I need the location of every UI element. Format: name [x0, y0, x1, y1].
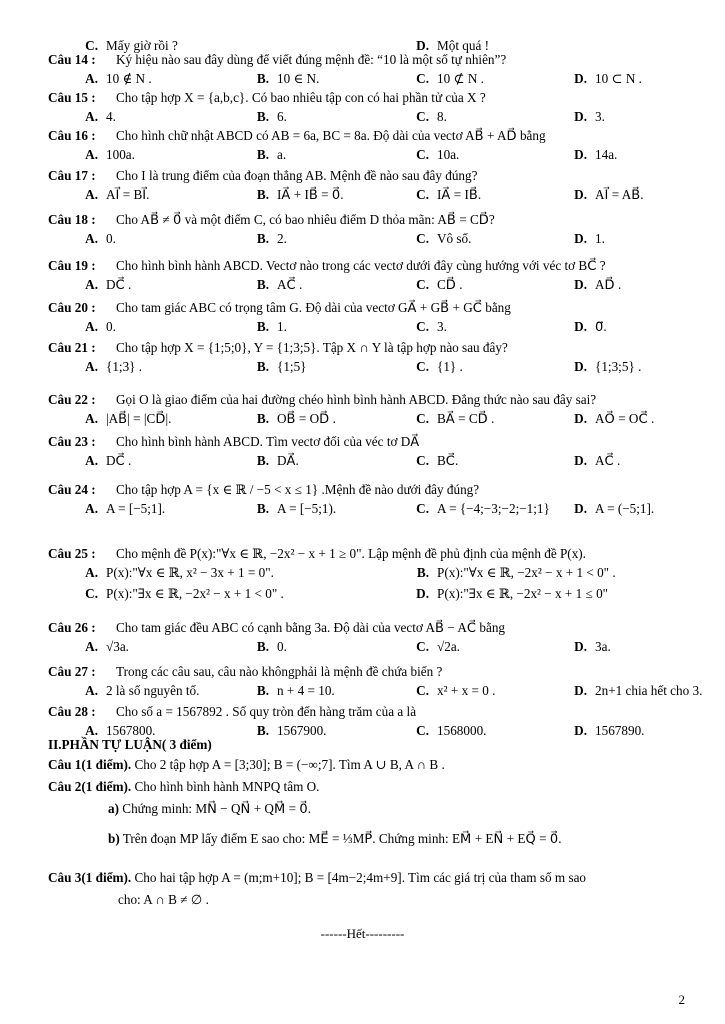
- answer-option[interactable]: D. 10 ⊂ N .: [574, 71, 642, 86]
- answer-option[interactable]: C. 8.: [416, 109, 447, 124]
- answer-option[interactable]: A. P(x):"∀x ∈ ℝ, x² − 3x + 1 = 0".: [85, 565, 274, 580]
- question-text: Cho hình bình hành ABCD. Vectơ nào trong các vectơ dưới đây cùng hướng với véc tơ BC⃗ ?: [116, 258, 606, 273]
- answer-option[interactable]: D. AD⃗ .: [574, 277, 622, 292]
- answer-option[interactable]: C. BA⃗ = CD⃗ .: [416, 411, 495, 426]
- answer-option[interactable]: A. A = [−5;1].: [85, 501, 166, 516]
- answer-option[interactable]: D. 1567890.: [574, 723, 645, 738]
- answer-option[interactable]: B. 2.: [256, 231, 287, 246]
- question-number: Câu 20 :: [48, 300, 96, 315]
- question-24: [48, 482, 685, 519]
- answer-option[interactable]: C. P(x):"∃x ∈ ℝ, −2x² − x + 1 < 0" .: [85, 586, 284, 601]
- question-number: Câu 28 :: [48, 704, 96, 719]
- answer-option[interactable]: B. a.: [256, 147, 287, 162]
- answer-option[interactable]: B. A = [−5;1).: [256, 501, 337, 516]
- answer-option[interactable]: D. 1.: [574, 231, 605, 246]
- essay-heading: II.PHẦN TỰ LUẬN( 3 điểm): [48, 737, 212, 752]
- essay-q3-cont: cho: A ∩ B ≠ ∅ .: [118, 892, 209, 907]
- question-number: Câu 17 :: [48, 168, 96, 183]
- question-25: [48, 546, 685, 604]
- question-text: Trong các câu sau, câu nào khôngphải là mệnh đề chứa biến ?: [116, 664, 443, 679]
- answer-option[interactable]: B. DA⃗.: [256, 453, 299, 468]
- answer-option[interactable]: D. 3a.: [574, 639, 611, 654]
- question-text: Cho mệnh đề P(x):"∀x ∈ ℝ, −2x² − x + 1 ≥ 0". Lập mệnh đề phủ định của mệnh đề P(x).: [116, 546, 586, 561]
- essay-q3: Câu 3(1 điểm). Cho hai tập hợp A = (m;m+10]; B = [4m−2;4m+9]. Tìm các giá trị của tham số m sao: [48, 870, 587, 885]
- answer-option[interactable]: C. A = {−4;−3;−2;−1;1}: [416, 501, 550, 516]
- answer-option[interactable]: C. IA⃗ = IB⃗.: [416, 187, 482, 202]
- question-text: Cho tập hợp X = {1;5;0}, Y = {1;3;5}. Tập X ∩ Y là tập hợp nào sau đây?: [116, 340, 508, 355]
- question-number: Câu 23 :: [48, 434, 96, 449]
- answer-option[interactable]: C. 1568000.: [416, 723, 487, 738]
- answer-option[interactable]: B. 1567900.: [256, 723, 327, 738]
- question-number: Câu 24 :: [48, 482, 96, 497]
- answer-option[interactable]: A. 4.: [85, 109, 116, 124]
- answer-option[interactable]: B. 0.: [256, 639, 287, 654]
- question-text: Cho tam giác ABC có trọng tâm G. Độ dài của vectơ GA⃗ + GB⃗ + GC⃗ bằng: [116, 300, 511, 315]
- answer-option[interactable]: C. 10 ⊄ N .: [416, 71, 484, 86]
- answer-option[interactable]: A. 2 là số nguyên tố.: [85, 683, 200, 698]
- end-marker: ------Hết---------: [320, 926, 405, 941]
- question-text: Cho tam giác đều ABC có cạnh bằng 3a. Độ dài của vectơ AB⃗ − AC⃗ bằng: [116, 620, 506, 635]
- answer-option[interactable]: A. {1;3} .: [85, 359, 143, 374]
- answer-option[interactable]: B. OB⃗ = OD⃗ .: [256, 411, 336, 426]
- question-23: [48, 434, 685, 471]
- question-text: Cho hình chữ nhật ABCD có AB = 6a, BC = 8a. Độ dài của vectơ AB⃗ + AD⃗ bằng: [116, 128, 546, 143]
- question-number: Câu 19 :: [48, 258, 96, 273]
- question-text: Ký hiệu nào sau đây dùng để viết đúng mệnh đề: “10 là một số tự nhiên”?: [116, 52, 507, 67]
- answer-option[interactable]: B. IA⃗ + IB⃗ = 0⃗.: [256, 187, 344, 202]
- essay-q1: Câu 1(1 điểm). Cho 2 tập hợp A = [3;30]; B = (−∞;7]. Tìm A ∪ B, A ∩ B .: [48, 757, 445, 772]
- question-22: [48, 392, 685, 429]
- question-number: Câu 25 :: [48, 546, 96, 561]
- answer-option[interactable]: D. 3.: [574, 109, 605, 124]
- option-d: D. Một quá !: [416, 38, 490, 53]
- question-number: Câu 21 :: [48, 340, 96, 355]
- question-text: Cho tập hợp A = {x ∈ ℝ / −5 < x ≤ 1} .Mệnh đề nào dưới đây đúng?: [116, 482, 480, 497]
- answer-option[interactable]: A. 10 ∉ N .: [85, 71, 152, 86]
- answer-option[interactable]: A. DC⃗ .: [85, 277, 132, 292]
- answer-option[interactable]: A. √3a.: [85, 639, 129, 654]
- answer-option[interactable]: A. 0.: [85, 231, 116, 246]
- question-text: Cho I là trung điểm của đoạn thẳng AB. Mệnh đề nào sau đây đúng?: [116, 168, 478, 183]
- answer-option[interactable]: D. AI⃗ = AB⃗.: [574, 187, 644, 202]
- question-20: [48, 300, 685, 337]
- question-26: [48, 620, 685, 657]
- answer-option[interactable]: C. CD⃗ .: [416, 277, 463, 292]
- question-text: Cho AB⃗ ≠ 0⃗ và một điểm C, có bao nhiêu điểm D thỏa mãn: AB⃗ = CD⃗?: [116, 212, 495, 227]
- answer-option[interactable]: A. 1567800.: [85, 723, 156, 738]
- answer-option[interactable]: C. BC⃗.: [416, 453, 459, 468]
- answer-option[interactable]: B. AC⃗ .: [256, 277, 303, 292]
- page-number: 2: [678, 992, 685, 1007]
- essay-q2: Câu 2(1 điểm). Cho hình bình hành MNPQ tâm O.: [48, 779, 320, 794]
- answer-option[interactable]: D. {1;3;5} .: [574, 359, 642, 374]
- answer-option[interactable]: D. 2n+1 chia hết cho 3.: [574, 683, 703, 698]
- answer-option[interactable]: D. 0⃗.: [574, 319, 607, 334]
- question-16: [48, 128, 685, 165]
- answer-option[interactable]: D. AO⃗ = OC⃗ .: [574, 411, 655, 426]
- question-27: [48, 664, 703, 701]
- question-number: Câu 27 :: [48, 664, 96, 679]
- answer-option[interactable]: D. 14a.: [574, 147, 618, 162]
- question-28: [48, 704, 685, 741]
- answer-option[interactable]: B. {1;5}: [256, 359, 307, 374]
- question-number: Câu 26 :: [48, 620, 96, 635]
- answer-option[interactable]: A. DC⃗ .: [85, 453, 132, 468]
- answer-option[interactable]: D. P(x):"∃x ∈ ℝ, −2x² − x + 1 ≤ 0": [416, 586, 609, 601]
- question-text: Gọi O là giao điểm của hai đường chéo hình bình hành ABCD. Đẳng thức nào sau đây sai?: [116, 392, 597, 407]
- question-text: Cho số a = 1567892 . Số quy tròn đến hàng trăm của a là: [116, 704, 417, 719]
- question-17: [48, 168, 685, 205]
- answer-option[interactable]: C. {1} .: [416, 359, 463, 374]
- answer-option[interactable]: C. 10a.: [416, 147, 460, 162]
- question-14: [48, 52, 685, 89]
- answer-option[interactable]: D. AC⃗ .: [574, 453, 621, 468]
- answer-option[interactable]: B. 1.: [256, 319, 287, 334]
- answer-option[interactable]: B. 10 ∈ N.: [256, 71, 320, 86]
- answer-option[interactable]: A. |AB⃗| = |CD⃗|.: [85, 411, 172, 426]
- essay-q2b: b) Trên đoạn MP lấy điểm E sao cho: ME⃗ = ⅓MP⃗. Chứng minh: EM⃗ + EN⃗ + EQ⃗ = 0⃗.: [108, 831, 562, 846]
- answer-option[interactable]: A. 0.: [85, 319, 116, 334]
- answer-option[interactable]: B. P(x):"∀x ∈ ℝ, −2x² − x + 1 < 0" .: [416, 565, 616, 580]
- essay-q2a: a) Chứng minh: MN⃗ − QN⃗ + QM⃗ = 0⃗.: [108, 801, 312, 816]
- option-c: C. Mấy giờ rồi ?: [85, 38, 178, 53]
- answer-option[interactable]: C. √2a.: [416, 639, 460, 654]
- answer-option[interactable]: B. n + 4 = 10.: [256, 683, 335, 698]
- question-19: [48, 258, 685, 295]
- question-number: Câu 14 :: [48, 52, 96, 67]
- question-15: [48, 90, 685, 127]
- question-text: Cho tập hợp X = {a,b,c}. Có bao nhiêu tập con có hai phần tử của X ?: [116, 90, 486, 105]
- question-number: Câu 16 :: [48, 128, 96, 143]
- answer-option[interactable]: D. A = (−5;1].: [574, 501, 655, 516]
- answer-option[interactable]: A. 100a.: [85, 147, 135, 162]
- answer-option[interactable]: C. x² + x = 0 .: [416, 683, 496, 698]
- answer-option[interactable]: A. AI⃗ = BI⃗.: [85, 187, 150, 202]
- question-text: Cho hình bình hành ABCD. Tìm vectơ đối của véc tơ DA⃗: [116, 434, 420, 449]
- question-number: Câu 15 :: [48, 90, 96, 105]
- question-number: Câu 22 :: [48, 392, 96, 407]
- question-18: [48, 212, 685, 249]
- answer-option[interactable]: C. 3.: [416, 319, 447, 334]
- answer-option[interactable]: B. 6.: [256, 109, 287, 124]
- answer-option[interactable]: C. Vô số.: [416, 231, 472, 246]
- question-21: [48, 340, 685, 377]
- question-number: Câu 18 :: [48, 212, 96, 227]
